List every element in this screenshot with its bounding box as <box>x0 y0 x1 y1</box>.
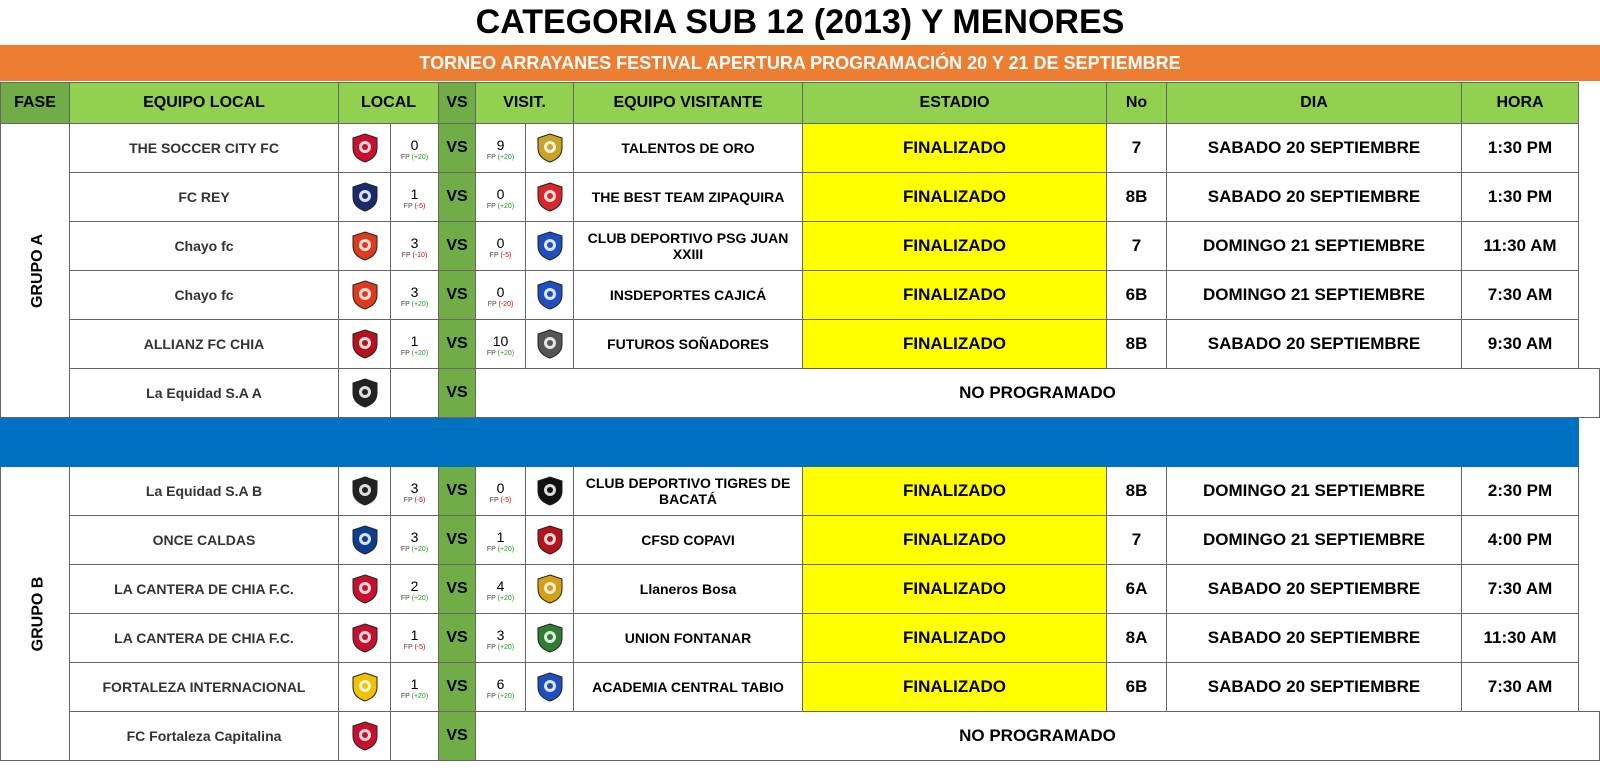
match-day: SABADO 20 SEPTIEMBRE <box>1167 173 1462 222</box>
away-team-crest <box>526 467 574 516</box>
fortaleza-crest-icon <box>349 671 381 703</box>
header-vs: VS <box>439 83 476 124</box>
away-team-name: CLUB DEPORTIVO TIGRES DE BACATÁ <box>574 467 803 516</box>
la-cantera-crest-icon <box>349 622 381 654</box>
allianz-crest-icon <box>349 328 381 360</box>
header-estadio: ESTADIO <box>803 83 1107 124</box>
local-team-name: LA CANTERA DE CHIA F.C. <box>70 565 339 614</box>
match-status: FINALIZADO <box>803 565 1107 614</box>
header-equipo-local: EQUIPO LOCAL <box>70 83 339 124</box>
local-score: 1 FP (-5) <box>391 614 439 663</box>
la-cantera-crest-icon <box>349 573 381 605</box>
match-status: FINALIZADO <box>803 222 1107 271</box>
match-time: 4:00 PM <box>1462 516 1579 565</box>
header-row <box>1 83 1600 124</box>
match-status: FINALIZADO <box>803 663 1107 712</box>
field-number: 7 <box>1107 516 1167 565</box>
away-score: 3 FP (+20) <box>476 614 526 663</box>
vs-cell: VS <box>439 369 476 418</box>
match-status: FINALIZADO <box>803 467 1107 516</box>
local-team-crest <box>339 320 391 369</box>
schedule-table <box>0 82 1600 761</box>
match-day: SABADO 20 SEPTIEMBRE <box>1167 663 1462 712</box>
field-number: 8A <box>1107 614 1167 663</box>
match-day: SABADO 20 SEPTIEMBRE <box>1167 565 1462 614</box>
match-time: 7:30 AM <box>1462 565 1579 614</box>
match-row <box>1 320 1600 369</box>
match-day: SABADO 20 SEPTIEMBRE <box>1167 320 1462 369</box>
local-team-crest <box>339 614 391 663</box>
away-score: 9 FP (+20) <box>476 124 526 173</box>
away-team-crest <box>526 271 574 320</box>
local-team-crest <box>339 663 391 712</box>
local-score: 2 FP (+20) <box>391 565 439 614</box>
away-team-name: CFSD COPAVI <box>574 516 803 565</box>
local-team-name: FORTALEZA INTERNACIONAL <box>70 663 339 712</box>
local-team-name: La Equidad S.A B <box>70 467 339 516</box>
header-no: No <box>1107 83 1167 124</box>
match-status: FINALIZADO <box>803 173 1107 222</box>
field-number: 6B <box>1107 663 1167 712</box>
match-status: FINALIZADO <box>803 516 1107 565</box>
group-label: GRUPO B <box>1 467 70 761</box>
away-score: 4 FP (+20) <box>476 565 526 614</box>
match-row <box>1 467 1600 516</box>
local-team-crest <box>339 271 391 320</box>
vs-cell: VS <box>439 712 476 761</box>
vs-cell: VS <box>439 222 476 271</box>
local-score-empty <box>391 369 439 418</box>
away-team-crest <box>526 320 574 369</box>
away-team-crest <box>526 614 574 663</box>
away-team-crest <box>526 173 574 222</box>
away-score: 6 FP (+20) <box>476 663 526 712</box>
local-team-crest <box>339 516 391 565</box>
unscheduled-row <box>1 712 1600 761</box>
header-hora: HORA <box>1462 83 1579 124</box>
vs-cell: VS <box>439 173 476 222</box>
fortaleza-capitalina-crest-icon <box>349 720 381 752</box>
match-time: 1:30 PM <box>1462 173 1579 222</box>
local-score: 3 FP (-10) <box>391 222 439 271</box>
match-row <box>1 222 1600 271</box>
local-team-name: Chayo fc <box>70 222 339 271</box>
away-team-name: CLUB DEPORTIVO PSG JUAN XXIII <box>574 222 803 271</box>
vs-cell: VS <box>439 565 476 614</box>
local-score: 1 FP (+20) <box>391 320 439 369</box>
local-score: 3 FP (+20) <box>391 271 439 320</box>
local-team-crest <box>339 173 391 222</box>
field-number: 7 <box>1107 124 1167 173</box>
vs-cell: VS <box>439 614 476 663</box>
local-team-crest <box>339 467 391 516</box>
match-time: 2:30 PM <box>1462 467 1579 516</box>
away-score: 0 FP (-5) <box>476 222 526 271</box>
local-team-name: ALLIANZ FC CHIA <box>70 320 339 369</box>
match-row <box>1 124 1600 173</box>
field-number: 7 <box>1107 222 1167 271</box>
not-scheduled-label: NO PROGRAMADO <box>476 369 1600 418</box>
union-fontanar-crest-icon <box>534 622 566 654</box>
vs-cell: VS <box>439 271 476 320</box>
away-team-name: UNION FONTANAR <box>574 614 803 663</box>
match-time: 11:30 AM <box>1462 614 1579 663</box>
away-team-name: Llaneros Bosa <box>574 565 803 614</box>
match-row <box>1 271 1600 320</box>
away-team-name: TALENTOS DE ORO <box>574 124 803 173</box>
unscheduled-row <box>1 369 1600 418</box>
local-team-crest <box>339 565 391 614</box>
group-separator <box>1 418 1600 467</box>
header-dia: DIA <box>1167 83 1462 124</box>
match-day: SABADO 20 SEPTIEMBRE <box>1167 124 1462 173</box>
match-time: 7:30 AM <box>1462 663 1579 712</box>
insdeportes-crest-icon <box>534 279 566 311</box>
chayo-crest-icon <box>349 279 381 311</box>
match-row <box>1 614 1600 663</box>
fc-rey-crest-icon <box>349 181 381 213</box>
futuros-crest-icon <box>534 328 566 360</box>
match-status: FINALIZADO <box>803 124 1107 173</box>
local-team-name: FC REY <box>70 173 339 222</box>
away-score: 0 FP (-5) <box>476 467 526 516</box>
local-team-crest <box>339 124 391 173</box>
local-score: 3 FP (-5) <box>391 467 439 516</box>
match-status: FINALIZADO <box>803 320 1107 369</box>
chayo-crest-icon <box>349 230 381 262</box>
match-row <box>1 663 1600 712</box>
match-time: 1:30 PM <box>1462 124 1579 173</box>
match-day: DOMINGO 21 SEPTIEMBRE <box>1167 467 1462 516</box>
local-score-empty <box>391 712 439 761</box>
tournament-subtitle: TORNEO ARRAYANES FESTIVAL APERTURA PROGRAMACIÓN 20 Y 21 DE SEPTIEMBRE <box>0 45 1600 81</box>
match-row <box>1 565 1600 614</box>
vs-cell: VS <box>439 663 476 712</box>
field-number: 8B <box>1107 467 1167 516</box>
best-team-crest-icon <box>534 181 566 213</box>
field-number: 8B <box>1107 320 1167 369</box>
llaneros-crest-icon <box>534 573 566 605</box>
local-score: 3 FP (+20) <box>391 516 439 565</box>
field-number: 6A <box>1107 565 1167 614</box>
local-score: 1 FP (-5) <box>391 173 439 222</box>
local-team-crest <box>339 712 391 761</box>
field-number: 6B <box>1107 271 1167 320</box>
away-team-crest <box>526 516 574 565</box>
match-day: DOMINGO 21 SEPTIEMBRE <box>1167 271 1462 320</box>
match-time: 9:30 AM <box>1462 320 1579 369</box>
group-label: GRUPO A <box>1 124 70 418</box>
page-title: CATEGORIA SUB 12 (2013) Y MENORES <box>475 2 1125 41</box>
header-equipo-visitante: EQUIPO VISITANTE <box>574 83 803 124</box>
field-number: 8B <box>1107 173 1167 222</box>
local-score: 0 FP (+20) <box>391 124 439 173</box>
local-team-name: FC Fortaleza Capitalina <box>70 712 339 761</box>
match-day: DOMINGO 21 SEPTIEMBRE <box>1167 222 1462 271</box>
la-equidad-crest-icon <box>349 475 381 507</box>
away-team-name: ACADEMIA CENTRAL TABIO <box>574 663 803 712</box>
away-score: 1 FP (+20) <box>476 516 526 565</box>
match-time: 11:30 AM <box>1462 222 1579 271</box>
header-local: LOCAL <box>339 83 439 124</box>
match-status: FINALIZADO <box>803 271 1107 320</box>
away-team-name: INSDEPORTES CAJICÁ <box>574 271 803 320</box>
away-score: 0 FP (+20) <box>476 173 526 222</box>
la-equidad-crest-icon <box>349 377 381 409</box>
match-day: SABADO 20 SEPTIEMBRE <box>1167 614 1462 663</box>
local-team-name: ONCE CALDAS <box>70 516 339 565</box>
match-row <box>1 516 1600 565</box>
away-team-crest <box>526 565 574 614</box>
vs-cell: VS <box>439 320 476 369</box>
away-team-crest <box>526 663 574 712</box>
soccer-city-crest-icon <box>349 132 381 164</box>
local-team-crest <box>339 222 391 271</box>
away-score: 10 FP (+20) <box>476 320 526 369</box>
away-team-crest <box>526 124 574 173</box>
away-team-crest <box>526 222 574 271</box>
header-fase: FASE <box>1 83 70 124</box>
away-team-name: THE BEST TEAM ZIPAQUIRA <box>574 173 803 222</box>
tigres-bacata-crest-icon <box>534 475 566 507</box>
match-status: FINALIZADO <box>803 614 1107 663</box>
talentos-de-oro-crest-icon <box>534 132 566 164</box>
once-caldas-crest-icon <box>349 524 381 556</box>
not-scheduled-label: NO PROGRAMADO <box>476 712 1600 761</box>
match-time: 7:30 AM <box>1462 271 1579 320</box>
away-team-name: FUTUROS SOÑADORES <box>574 320 803 369</box>
vs-cell: VS <box>439 124 476 173</box>
local-team-name: Chayo fc <box>70 271 339 320</box>
match-row <box>1 173 1600 222</box>
vs-cell: VS <box>439 516 476 565</box>
match-day: DOMINGO 21 SEPTIEMBRE <box>1167 516 1462 565</box>
header-visit: VISIT. <box>476 83 574 124</box>
local-team-crest <box>339 369 391 418</box>
local-team-name: THE SOCCER CITY FC <box>70 124 339 173</box>
psg-juan-crest-icon <box>534 230 566 262</box>
local-score: 1 FP (+20) <box>391 663 439 712</box>
copavi-crest-icon <box>534 524 566 556</box>
academia-tabio-crest-icon <box>534 671 566 703</box>
local-team-name: LA CANTERA DE CHIA F.C. <box>70 614 339 663</box>
vs-cell: VS <box>439 467 476 516</box>
local-team-name: La Equidad S.A A <box>70 369 339 418</box>
away-score: 0 FP (-20) <box>476 271 526 320</box>
